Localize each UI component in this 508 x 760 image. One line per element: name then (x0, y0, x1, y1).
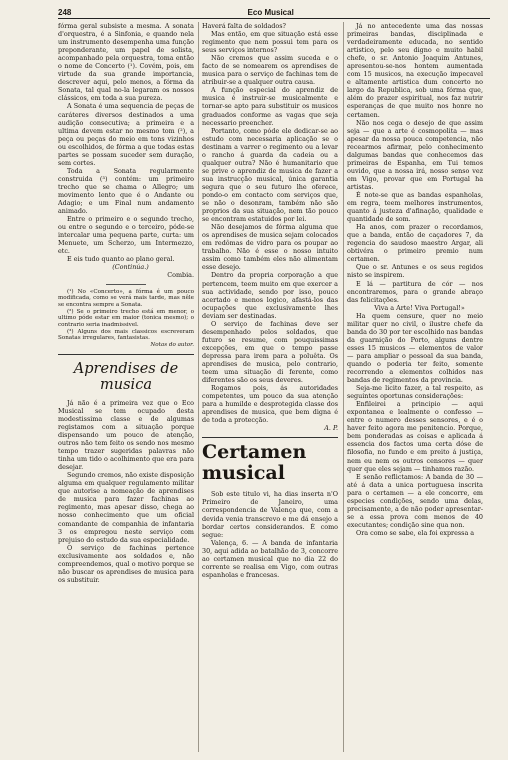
separator-rule (106, 284, 146, 285)
page-header (58, 6, 490, 18)
column-divider (343, 22, 344, 752)
article-signature: Combia. (167, 271, 194, 280)
paragraph: Mas então, em que situação está esse regimento que nem possui tem para os seus serviços internos? (202, 30, 338, 55)
header-rule (58, 18, 490, 19)
paragraph: Não nos cega o desejo de que assim seja — que a arte é cosmopolita — mas apesar da nossa pouca competencia, não recearmos afirmar, pelo conhecimento dalgumas bandas que conhecemos das primeiras de Espanha, em Tui temos ouvido, que a nossa irá, nosso senso vez em Vigo, provar que em Portugal ha artistas. (347, 118, 483, 191)
paragraph: Seja-me licito fazer, a tal respeito, as seguintes oportunas considerações: (347, 384, 483, 401)
column-2 (202, 22, 338, 752)
paragraph: Haverá falta de soldados? (202, 22, 286, 30)
paragraph: O serviço de fachinas deve ser desempenhado pelos soldados, que futuro se resume, com pouquissimas excepções, em que o tempo passe depressa para irem para a poluêta. Os aprendises de musica, pelo contrario, teem uma situação di ferente, como diferentes são os seus deveres. (202, 319, 338, 385)
paragraph: Rogamos pois, ás autoridades competentes, um pouco da sua atenção para a humilde e desprotegida classe dos aprendises de musica, que bem digna é de toda a protecção. (202, 384, 338, 425)
paragraph: Dentro da propria corporação a que pertencem, teem muito em que exercer a sua actividade, sendo por isso, pouco acertado e menos logico, afastá-los das ocupações que exclusivamente lhes deviam ser destinadas. (202, 271, 338, 320)
paragraph: fórma geral subsiste a mesma. A sonata d'orquestra, é a Sinfonia, e quando nela um instrumento desempenha uma função preponderante, um papel de solista, acompanhado pela orquestra, toma então o nome de Concerto (¹). Covém, pois, em virtude da sua grande importancia, descrever aqui, pelo menos, a fórma da Sonata, tal qual no-la legaram os nossos clássicos, em toda a sua pureza. (58, 22, 194, 103)
author-notes: Notas do autor. (150, 342, 194, 349)
paragraph: Já não é a primeira vez que o Eco Musical se tem ocupado desta modestissima classe e de algumas registamos com a situação porque dispensando um pouco de atenção, outros não tem feito os sendo nos mesmo tempo trazer sugeridas palavras não tinha um tido o acolhimento que era para desejar. (58, 398, 194, 472)
continued-note: (Continúa.) (112, 263, 149, 272)
section-heading: Aprendises de musica (73, 360, 179, 393)
paragraph: A Sonata é uma sequencia de peças de caráteres diversos destinados a uma audição consecutiva; a primeira e a ultima devem estar no mesmo tom (²), a peça ou peças do meio em tons vizinhos ou escolhidos, de fórma a que todas estas partes se possam suceder sem duração, sem cortes. (58, 102, 194, 167)
paragraph: É note-se que as bandas espanholas, em regra, teem melhores instrumentos, quanto á justeza d'afinação, qualidade e quantidade de som. (347, 190, 483, 224)
publication-title: Eco Musical (247, 7, 294, 17)
article-signature: A. P. (324, 424, 338, 433)
paragraph: Ha quem censure, quer no meio militar quer no civil, o ilustre chefe da banda do 30 por ter escolhido nas bandas da guarnição do Porto, alguns dentre esses 15 musicos — elementos de valor — para ampliar o pessoal da sua banda, quando o poderia ter feito, somente recorrendo a elementos colhidos nas bandas de regimentos da provincia. (347, 311, 483, 385)
paragraph: Sob este titulo vi, ha dias inserta n'O Primeiro de Janeiro, uma correspondencia de Valença que, com a devida venia transcrevo e me dá ensejo a bordar certos considerandos. É como segue: (202, 490, 338, 539)
paragraph: Já no antecedente uma das nossas primeiras bandas, disciplinada e verdadeiramente educada, no sentido artistico, pelo seu digno e muito habil chefe, o sr. Antonio Joaquim Antunes, apresentou-se-nos hontem aumentada com 15 musicos, na execução impecavel e altamente artistica dum concerto no largo da Republica, sob uma fórma que, além do prazer espiritual, nos faz nutrir esperanças de que muito nos honre no certamen. (347, 22, 483, 119)
column-divider (198, 22, 199, 752)
paragraph: E senão reflictamos: A banda de 30 — até á data a unica portuguesa inscrita para o certamen — a ele concorre, em especies condições, sendo uma delas, precisamente, a de não poder apresentar-se a essa prova com menos de 40 executantes; condição sine qua non. (347, 472, 483, 529)
footnote: (²) Se o primeiro trecho está em menor, o ultimo póde estar em maior (tonica mesmo); o contrario seria inadmissivel. (58, 308, 194, 329)
paragraph: Toda a Sonata regularmente construida (³) contém: um primeiro trecho que se chama o Allegro; um movimento lento que é o Andante ou Adagio; e um Final num andamento animado. (58, 166, 194, 216)
footnote: (³) Alguns dos mais classicos escreveram Sonatas irregulares, fantasistas. (58, 328, 194, 342)
footnote: (¹) No «Concerto», a fórma é um pouco modificada, como se verá mais tarde, mas nêle se encontra sempre a Sonata. (58, 288, 194, 308)
paragraph: Não cremos que assim suceda e o facto de se nomearem os aprendises de musica para o serviço de fachinas tem de atribuir-se a qualquer outra causa. (202, 54, 338, 87)
paragraph: O serviço de fachinas pertence exclusivamente aos soldados e, não compreendemos, qual o motivo porque se não buscar os aprendises de musica para os substituir. (58, 543, 194, 584)
paragraph: Valença, 6. — A banda de infantaria 30, aqui adida ao batalhão de 3, concorre ao certamen musical que no dia 22 do corrente se realisa em Vigo, com outras espanholas e francesas. (202, 538, 338, 579)
paragraph: Não desejamos de fórma alguma que os aprendises de musica sejam colocados em redômas de vidro para os poupar ao trabalho. Não é esse o nosso intuito assim como também eles não alimentam esse desejo. (202, 223, 338, 272)
paragraph: Ora como se sabe, ela foi expressa a (356, 528, 475, 537)
paragraph: Segundo cremos, não existe disposição alguma em qualquer regulamento militar que autorise a nomeação de aprendises de musica para fazer fachinas ao regimento, mas apesar disso, chega ao nosso conhecimento que um oficial comandante de companhia de infantaria 3 os empregou neste serviço com prejuiso do estudo da sua especialidade. (58, 471, 194, 544)
paragraph: Enfileirei a principio — aqui expontanea e lealmente o confesso — entre o numero desses sensores, e é o haver feito agora me penitencio. Porque, bem ponderadas as coisas e aplicada á essencia dos factos uma certa dóse de filosofia, no fundo e em preito á justiça, nem eu nem os outros censores — quer quer que eles sejam — tinhamos razão. (347, 400, 483, 473)
paragraph: A função especial do aprendiz de musica é instruir-se musicalmente e tornar-se apto para substituir os musicos graduados conforme as vagas que seja necessario preencher. (202, 86, 338, 127)
section-rule (58, 354, 194, 355)
column-1 (58, 22, 194, 752)
page-number: 248 (58, 7, 72, 17)
paragraph: Ha anos, com prazer o recordamos, que a banda, então de caçadores 7, da regencia do saudoso maestro Argar, ali obtivéra o primeiro premio num certamen. (347, 223, 483, 264)
paragraph: E lá — partitura de cór — nos encontraremos, para o grande abraço das felicitações. (347, 279, 483, 304)
paragraph: Entre o primeiro e o segundo trecho, ou entre o segundo e o terceiro, póde-se intercalar uma pequena parte, curta: um Menuete, um Scherzo, um Intermezzo, etc. (58, 215, 194, 256)
paragraph: Viva a Arte! Viva Portugal!» (374, 303, 465, 312)
paragraph: Que o sr. Antunes e os seus regidos nisto se inspirem. (347, 263, 483, 280)
column-3 (347, 22, 483, 752)
section-heading: Certamen musical (202, 441, 307, 485)
paragraph: E eis tudo quanto ao plano geral. (67, 255, 175, 264)
section-rule (202, 437, 338, 438)
paragraph: Portanto, como póde ele dedicar-se ao estudo com necessaria aplicação se o destinam a varrer o regimento ou a levar o rancho á guarda da cadeia ou a qualquer outra? Não é humanitario que se prive o aprendiz de musica de fazer a sua instrucção musical, única garantia segura que o seu futuro lhe oferece, pondo-o em contacto com serviços que, se não o desonram, também não são proprios da sua situação, nem tão pouco se encontram estatuidos por lei. (202, 126, 338, 224)
